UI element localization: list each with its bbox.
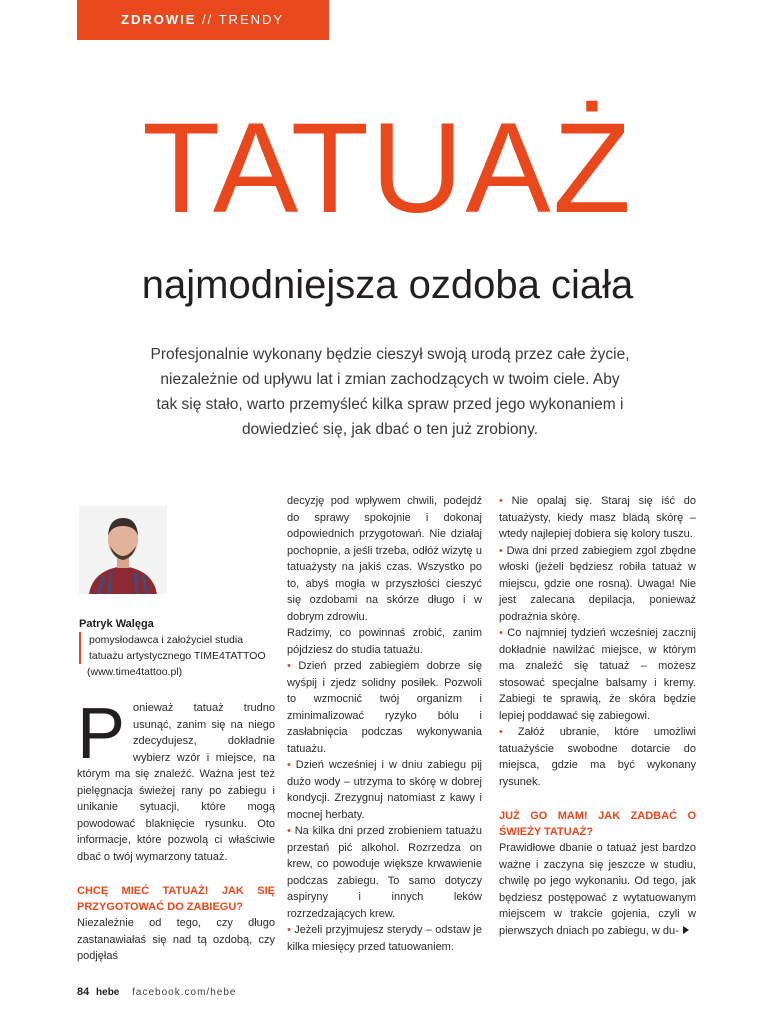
list-item: • Na kilka dni przed zrobieniem tatuażu przestań pić alkohol. Rozrzedza on krew, co powoduje większe krwawienie podczas zabiegu. To samo dotyczy aspiryny i innych leków rozrzedzających krew.: [287, 825, 482, 920]
section-name: ZDROWIE: [121, 12, 197, 27]
author-name: Patryk Walęga: [79, 618, 154, 630]
list-item: • Co najmniej tydzień wcześniej zacznij dokładnie nawilżać miejsce, w którym ma znaleźć się tatuaż – możesz stosować specjalne balsamy i kremy. Zabiegi te sprawią, że skóra będzie lepiej poddawać się zabiegowi.: [499, 627, 696, 722]
list-item: • Dwa dni przed zabiegiem zgol zbędne włoski (jeżeli będziesz robiła tatuaż w miejscu, gdzie one rosną). Uwaga! Nie jest zalecana depilacja, ponieważ podrażnia skórę.: [499, 544, 696, 623]
page-footer: [77, 986, 236, 998]
magazine-name: hebe: [96, 987, 120, 998]
section-separator: //: [196, 12, 219, 27]
article-title: TATUAŻ: [142, 97, 633, 240]
bullet-icon: •: [499, 627, 508, 639]
page-number: 84: [77, 986, 90, 998]
bullet-icon: •: [499, 495, 512, 507]
article-subtitle: najmodniejsza ozdoba ciała: [141, 263, 634, 307]
list-item: • Jeżeli przyjmujesz sterydy – odstaw je kilka miesięcy przed tatuowaniem.: [287, 924, 482, 953]
bullet-icon: •: [287, 825, 295, 837]
col3-body: Prawidłowe dbanie o tatuaż jest bardzo ważne i zaczyna się jeszcze w studiu, chwilę po jego wykonaniu. Od tego, jak będziesz postępować z wytatuowanym miejscem w trakcie gojenia, czyli w pierwszych dniach po zabiegu, w du-: [499, 842, 696, 937]
section-heading-2: JUŻ GO MAM! JAK ZADBAĆ O ŚWIEŻY TATUAŻ?: [499, 810, 696, 838]
facebook-link[interactable]: facebook.com/hebe: [132, 987, 237, 998]
bullet-icon: •: [499, 544, 507, 557]
bullet-icon: •: [287, 924, 295, 936]
list-item: • Nie opalaj się. Staraj się iść do tatuażysty, kiedy masz bladą skórę – wtedy najlepiej dobiera się kolory tuszu.: [499, 495, 696, 540]
section-sub: TRENDY: [218, 12, 285, 27]
column-3: [499, 493, 696, 939]
drop-cap: P: [77, 694, 126, 774]
intro-paragraph: Ponieważ tatuaż trudno usunąć, zanim się na niego zdecydujesz, dokładnie wybierz wzór i miejsce, na którym ma się znaleźć. Ważna jest też pielęgnacja świeżej rany po zabiegu i unikanie sytuacji, które mogą powodować blaknięcie rysunku. Oto informacje, które pozwolą ci właściwie dbać o twój wymarzony tatuaż.: [77, 694, 275, 863]
col2-paragraph-2: Radzimy, co powinnaś zrobić, zanim pójdziesz do studia tatuażu.: [287, 627, 482, 656]
bullet-icon: •: [287, 759, 296, 771]
col1-body: Niezależnie od tego, czy długo zastanawiałaś się nad tą ozdobą, czy podjęłaś: [77, 917, 275, 962]
bullet-icon: •: [499, 726, 518, 738]
list-item: • Dzień wcześniej i w dniu zabiegu pij dużo wody – utrzyma to skórę w dobrej kondycji. Zrezygnuj natomiast z kawy i mocnej herbaty.: [287, 759, 482, 821]
column-1: [77, 694, 275, 965]
author-website: (www.time4tattoo.pl): [87, 666, 183, 678]
list-item: • Dzień przed zabiegiem dobrze się wyśpij i zjedz solidny posiłek. Pozwoli to wzmocnić twój organizm i zminimalizować ryzyko bólu i zasłabnięcia podczas wykonywania tatuażu.: [287, 660, 482, 755]
author-bio: [79, 616, 279, 680]
column-2: [287, 493, 482, 955]
author-role: pomysłodawca i założyciel studia tatuażu artystycznego TIME4TATTOO: [79, 632, 279, 664]
author-photo: [79, 506, 167, 594]
col2-paragraph-1: decyzję pod wpływem chwili, podejdź do sprawy spokojnie i dokonaj odpowiednich przygotowań. Nie działaj pochopnie, a jeśli trzeba, odłóż wizytę u tatuażysty na jakiś czas. Wszystko po to, abyś mogła w przyszłości cieszyć się ozdobami na skórze długo i w dobrym zdrowiu.: [287, 495, 482, 623]
bullet-icon: •: [287, 660, 299, 672]
article-lead: Profesjonalnie wykonany będzie cieszył swoją urodą przez całe życie, niezależnie od upływu lat i zmian zachodzących w twoim ciele. Aby tak się stało, warto przemyśleć kilka spraw przed jego wykonaniem i dowiedzieć się, jak dbać o ten już zrobiony.: [150, 346, 630, 438]
section-heading-1: CHCĘ MIEĆ TATUAŻ! JAK SIĘ PRZYGOTOWAĆ DO ZABIEGU?: [77, 885, 275, 913]
list-item: • Załóż ubranie, które umożliwi tatuażyście swobodne dotarcie do miejsca, gdzie ma być wykonany rysunek.: [499, 726, 696, 788]
continue-arrow-icon: [683, 926, 689, 934]
section-tag: [77, 0, 329, 40]
